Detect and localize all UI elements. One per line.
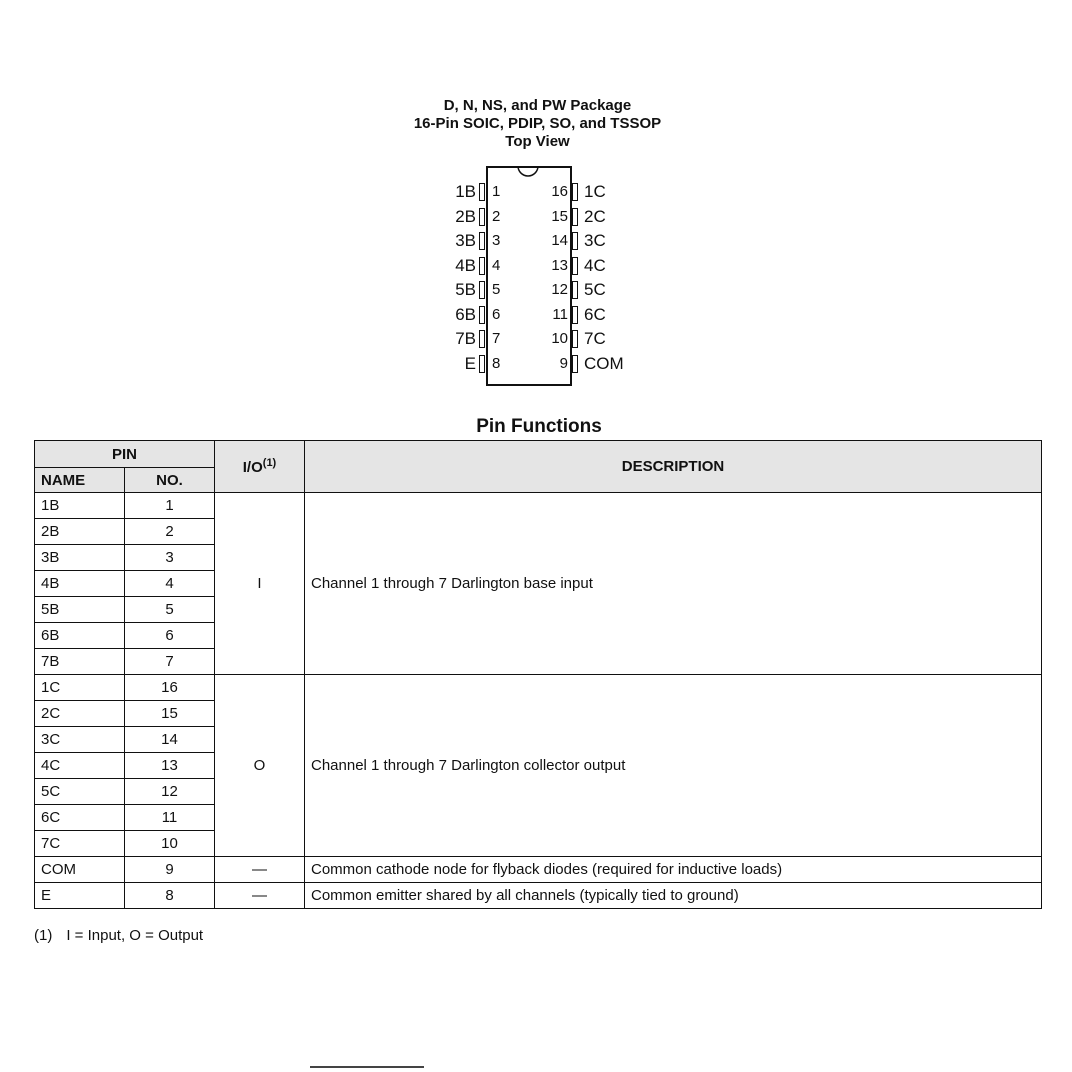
header-io	[215, 441, 305, 493]
left-pin-lead	[479, 281, 485, 299]
pin-name-cell: 6B	[35, 623, 125, 649]
left-pin-number: 3	[492, 232, 501, 249]
pin-number-cell: 9	[125, 857, 215, 883]
pin-name-cell: 7C	[35, 831, 125, 857]
right-pin-lead	[572, 330, 578, 348]
left-pin-label: 1B	[455, 182, 476, 201]
right-pin-lead	[572, 183, 578, 201]
pin-name-cell: 7B	[35, 649, 125, 675]
pin-description-cell: Channel 1 through 7 Darlington base input	[305, 493, 1042, 675]
left-pin-label: 2B	[455, 207, 476, 226]
pin-name-cell: E	[35, 883, 125, 909]
pin-number-cell: 2	[125, 519, 215, 545]
left-pin-lead	[479, 306, 485, 324]
pin-name-cell: 4B	[35, 571, 125, 597]
right-pin-number: 16	[551, 183, 568, 200]
pin-number-cell: 1	[125, 493, 215, 519]
left-pin-label: E	[464, 354, 476, 373]
left-pin-lead	[479, 355, 485, 373]
pin-number-cell: 13	[125, 753, 215, 779]
left-pin-label: 3B	[455, 231, 476, 250]
table-row	[35, 883, 1042, 909]
right-pin-label: 7C	[584, 329, 606, 348]
right-pin-label: 6C	[584, 305, 606, 324]
footnote-index: (1)	[34, 927, 53, 944]
pin-number-cell: 11	[125, 805, 215, 831]
pin-name-cell: 2B	[35, 519, 125, 545]
pin-name-cell: 5B	[35, 597, 125, 623]
right-pin-lead	[572, 257, 578, 275]
pin-name-cell: 3B	[35, 545, 125, 571]
header-io-footnote-ref: (1)	[262, 457, 277, 469]
pin-name-cell: 6C	[35, 805, 125, 831]
right-pin-number: 11	[552, 306, 568, 323]
footnote-text: I = Input, O = Output	[66, 927, 204, 944]
header-pin: PIN	[35, 441, 215, 468]
pin-name-cell: 2C	[35, 701, 125, 727]
right-pin-lead	[572, 355, 578, 373]
right-pin-lead	[572, 232, 578, 250]
pin-description-cell: Common cathode node for flyback diodes (required for inductive loads)	[305, 857, 1042, 883]
right-pin-label: 3C	[584, 231, 606, 250]
pin-number-cell: 14	[125, 727, 215, 753]
table-row	[35, 675, 1042, 701]
pin-number-cell: 10	[125, 831, 215, 857]
right-pin-lead	[572, 281, 578, 299]
header-io-label: I/O	[242, 459, 263, 476]
right-pin-label: 2C	[584, 207, 606, 226]
left-pin-label: 4B	[455, 256, 476, 275]
header-description: DESCRIPTION	[305, 441, 1042, 493]
package-title	[0, 97, 1072, 151]
pin-number-cell: 16	[125, 675, 215, 701]
pin-functions-body	[35, 493, 1042, 909]
right-pin-number: 14	[551, 232, 568, 249]
pin-number-cell: 3	[125, 545, 215, 571]
left-pin-lead	[479, 257, 485, 275]
package-title-line1: D, N, NS, and PW Package	[443, 97, 632, 114]
pin-number-cell: 4	[125, 571, 215, 597]
pin-name-cell: 3C	[35, 727, 125, 753]
right-pin-number: 12	[551, 281, 568, 298]
pin-functions-title: Pin Functions	[476, 416, 602, 437]
pin-name-cell: COM	[35, 857, 125, 883]
header-no: NO.	[125, 468, 215, 493]
footnote	[34, 927, 203, 945]
right-pin-number: 9	[559, 355, 568, 372]
right-pin-label: COM	[584, 354, 624, 373]
pin-io-cell: —	[215, 857, 305, 883]
left-pin-number: 1	[492, 183, 501, 200]
left-pin-number: 6	[492, 306, 501, 323]
left-pin-lead	[479, 232, 485, 250]
left-pin-number: 2	[492, 208, 501, 225]
right-pin-number: 13	[551, 257, 568, 274]
left-pin-lead	[479, 183, 485, 201]
pin-io-cell: I	[215, 493, 305, 675]
left-pin-label: 7B	[455, 329, 476, 348]
left-pin-number: 4	[492, 257, 501, 274]
right-pin-label: 5C	[584, 280, 606, 299]
left-pin-number: 7	[492, 330, 501, 347]
pin-functions-table	[34, 440, 1042, 909]
package-title-line2: 16-Pin SOIC, PDIP, SO, and TSSOP	[413, 115, 662, 132]
left-pin-lead	[479, 208, 485, 226]
table-row	[35, 493, 1042, 519]
pin-name-cell: 1B	[35, 493, 125, 519]
right-pin-label: 1C	[584, 182, 606, 201]
table-row	[35, 857, 1042, 883]
left-pin-lead	[479, 330, 485, 348]
right-pin-lead	[572, 306, 578, 324]
chip-notch-icon	[517, 166, 539, 186]
right-pin-label: 4C	[584, 256, 606, 275]
pin-name-cell: 1C	[35, 675, 125, 701]
pin-description-cell: Common emitter shared by all channels (typically tied to ground)	[305, 883, 1042, 909]
pin-number-cell: 8	[125, 883, 215, 909]
header-name: NAME	[35, 468, 125, 493]
pin-io-cell: O	[215, 675, 305, 857]
footer-rule	[310, 1066, 424, 1068]
pin-number-cell: 12	[125, 779, 215, 805]
right-pin-lead	[572, 208, 578, 226]
pin-number-cell: 6	[125, 623, 215, 649]
left-pin-label: 6B	[455, 305, 476, 324]
pin-number-cell: 15	[125, 701, 215, 727]
left-pin-label: 5B	[455, 280, 476, 299]
pin-name-cell: 5C	[35, 779, 125, 805]
pin-number-cell: 7	[125, 649, 215, 675]
left-pin-number: 5	[492, 281, 501, 298]
right-pin-number: 10	[551, 330, 568, 347]
pin-description-cell: Channel 1 through 7 Darlington collector output	[305, 675, 1042, 857]
left-pin-number: 8	[492, 355, 501, 372]
package-title-line3: Top View	[505, 133, 570, 150]
pin-number-cell: 5	[125, 597, 215, 623]
right-pin-number: 15	[551, 208, 568, 225]
pin-io-cell: —	[215, 883, 305, 909]
pin-name-cell: 4C	[35, 753, 125, 779]
